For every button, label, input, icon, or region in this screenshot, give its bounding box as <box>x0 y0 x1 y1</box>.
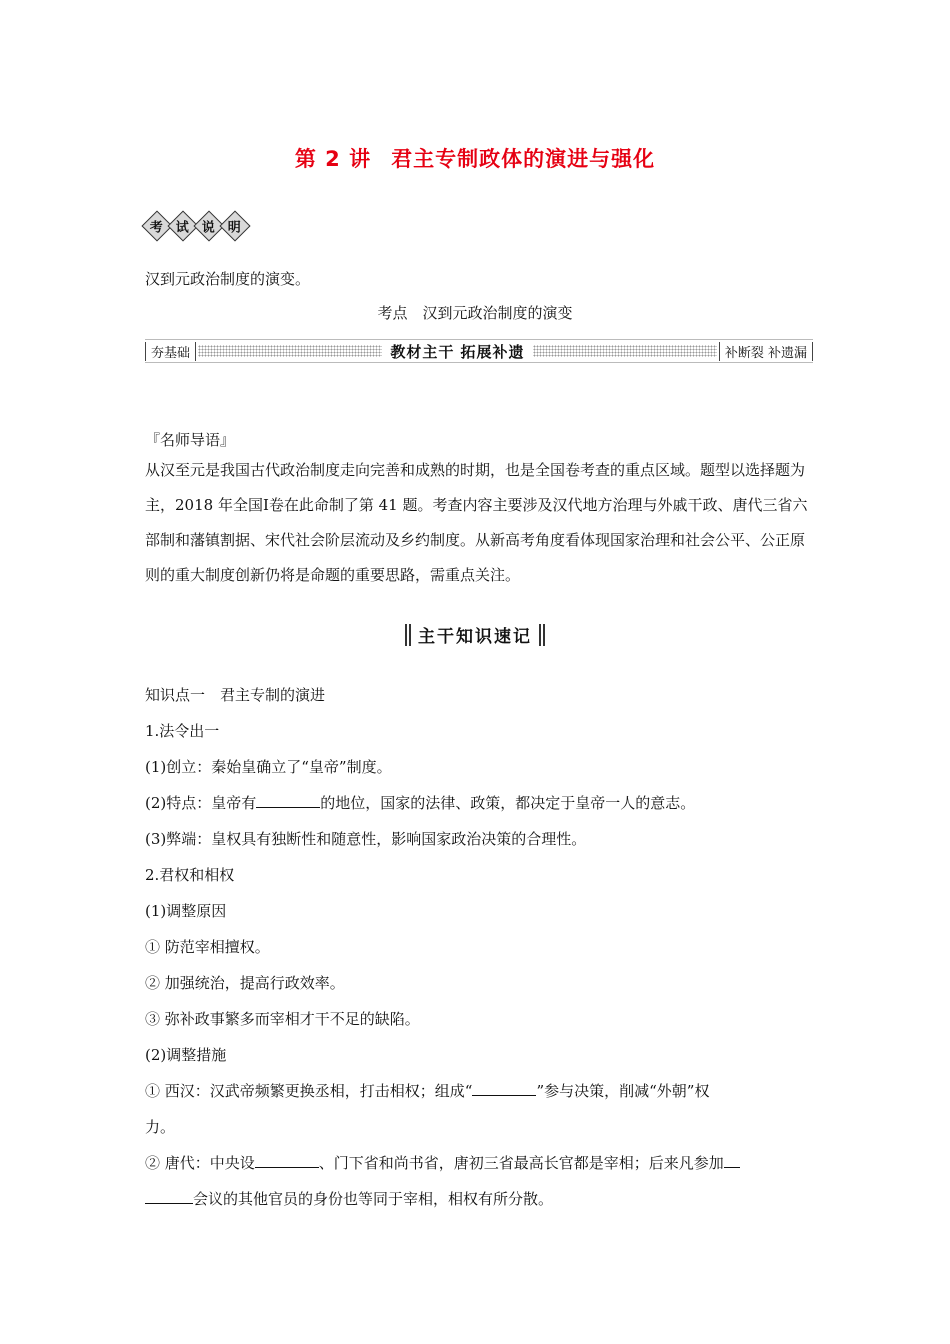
banner-dots <box>198 345 382 357</box>
fill-blank[interactable] <box>472 1081 536 1096</box>
banner-left: 夯基础 <box>145 342 196 361</box>
page-title: 第 2 讲 君主专制政体的演进与强化 <box>294 147 656 171</box>
badge-char: 考 <box>141 210 172 241</box>
text-line: ③ 弥补政事繁多而宰相才干不足的缺陷。 <box>145 1010 420 1028</box>
badge-char: 明 <box>219 210 250 241</box>
exam-description: 汉到元政治制度的演变。 <box>145 270 311 288</box>
text-line: (2)调整措施 <box>145 1046 227 1064</box>
badge-char: 试 <box>167 210 198 241</box>
text-line: 力。 <box>145 1118 176 1136</box>
exam-description-badge <box>146 209 250 243</box>
text-line: (2)特点：皇帝有 的地位，国家的法律、政策，都决定于皇帝一人的意志。 <box>145 794 696 812</box>
text-line: ② 唐代：中央设 、门下省和尚书省，唐初三省最高长官都是宰相；后来凡参加 <box>145 1153 740 1173</box>
banner-dots <box>533 345 717 357</box>
text-line: ① 防范宰相擅权。 <box>145 938 270 956</box>
fill-blank[interactable] <box>255 1153 319 1168</box>
guide-heading: 『名师导语』 <box>145 431 236 449</box>
text-line: ① 西汉：汉武帝频繁更换丞相，打击相权；组成“ ”参与决策，削减“外朝”权 <box>145 1082 710 1100</box>
text-line: (1)创立：秦始皇确立了“皇帝”制度。 <box>145 758 392 776</box>
fill-blank[interactable] <box>145 1189 193 1204</box>
text-line: 会议的其他官员的身份也等同于宰相，相权有所分散。 <box>145 1189 553 1209</box>
section-title: 主干知识速记 <box>0 622 950 647</box>
text-line: (3)弊端：皇权具有独断性和随意性，影响国家政治决策的合理性。 <box>145 830 587 848</box>
section-banner <box>145 339 813 363</box>
text-line: ② 加强统治，提高行政效率。 <box>145 974 345 992</box>
knowledge-point-1: 知识点一 君主专制的演进 <box>145 686 326 704</box>
text-line: (1)调整原因 <box>145 902 227 920</box>
guide-paragraph: 从汉至元是我国古代政治制度走向完善和成熟的时期，也是全国卷考查的重点区域。题型以选择题为主，2018 年全国Ⅰ卷在此命制了第 41 题。考查内容主要涉及汉代地方治理与外戚干政、唐代三省六部制和藩镇割据、宋代社会阶层流动及乡约制度。从新高考角度看体现国家治理和社会公平、公正原则的重大制度创新仍将是命题的重要思路，需重点关注。 <box>145 461 808 584</box>
subheading-2: 2.君权和相权 <box>145 866 235 884</box>
banner-mid: 教材主干 拓展补遗 <box>390 342 525 361</box>
badge-char: 说 <box>193 210 224 241</box>
fill-blank[interactable] <box>256 793 320 808</box>
fill-blank[interactable] <box>724 1153 740 1168</box>
kaodian-heading: 考点 汉到元政治制度的演变 <box>377 304 573 322</box>
banner-right: 补断裂 补遗漏 <box>719 342 813 361</box>
subheading-1: 1.法令出一 <box>145 722 220 740</box>
